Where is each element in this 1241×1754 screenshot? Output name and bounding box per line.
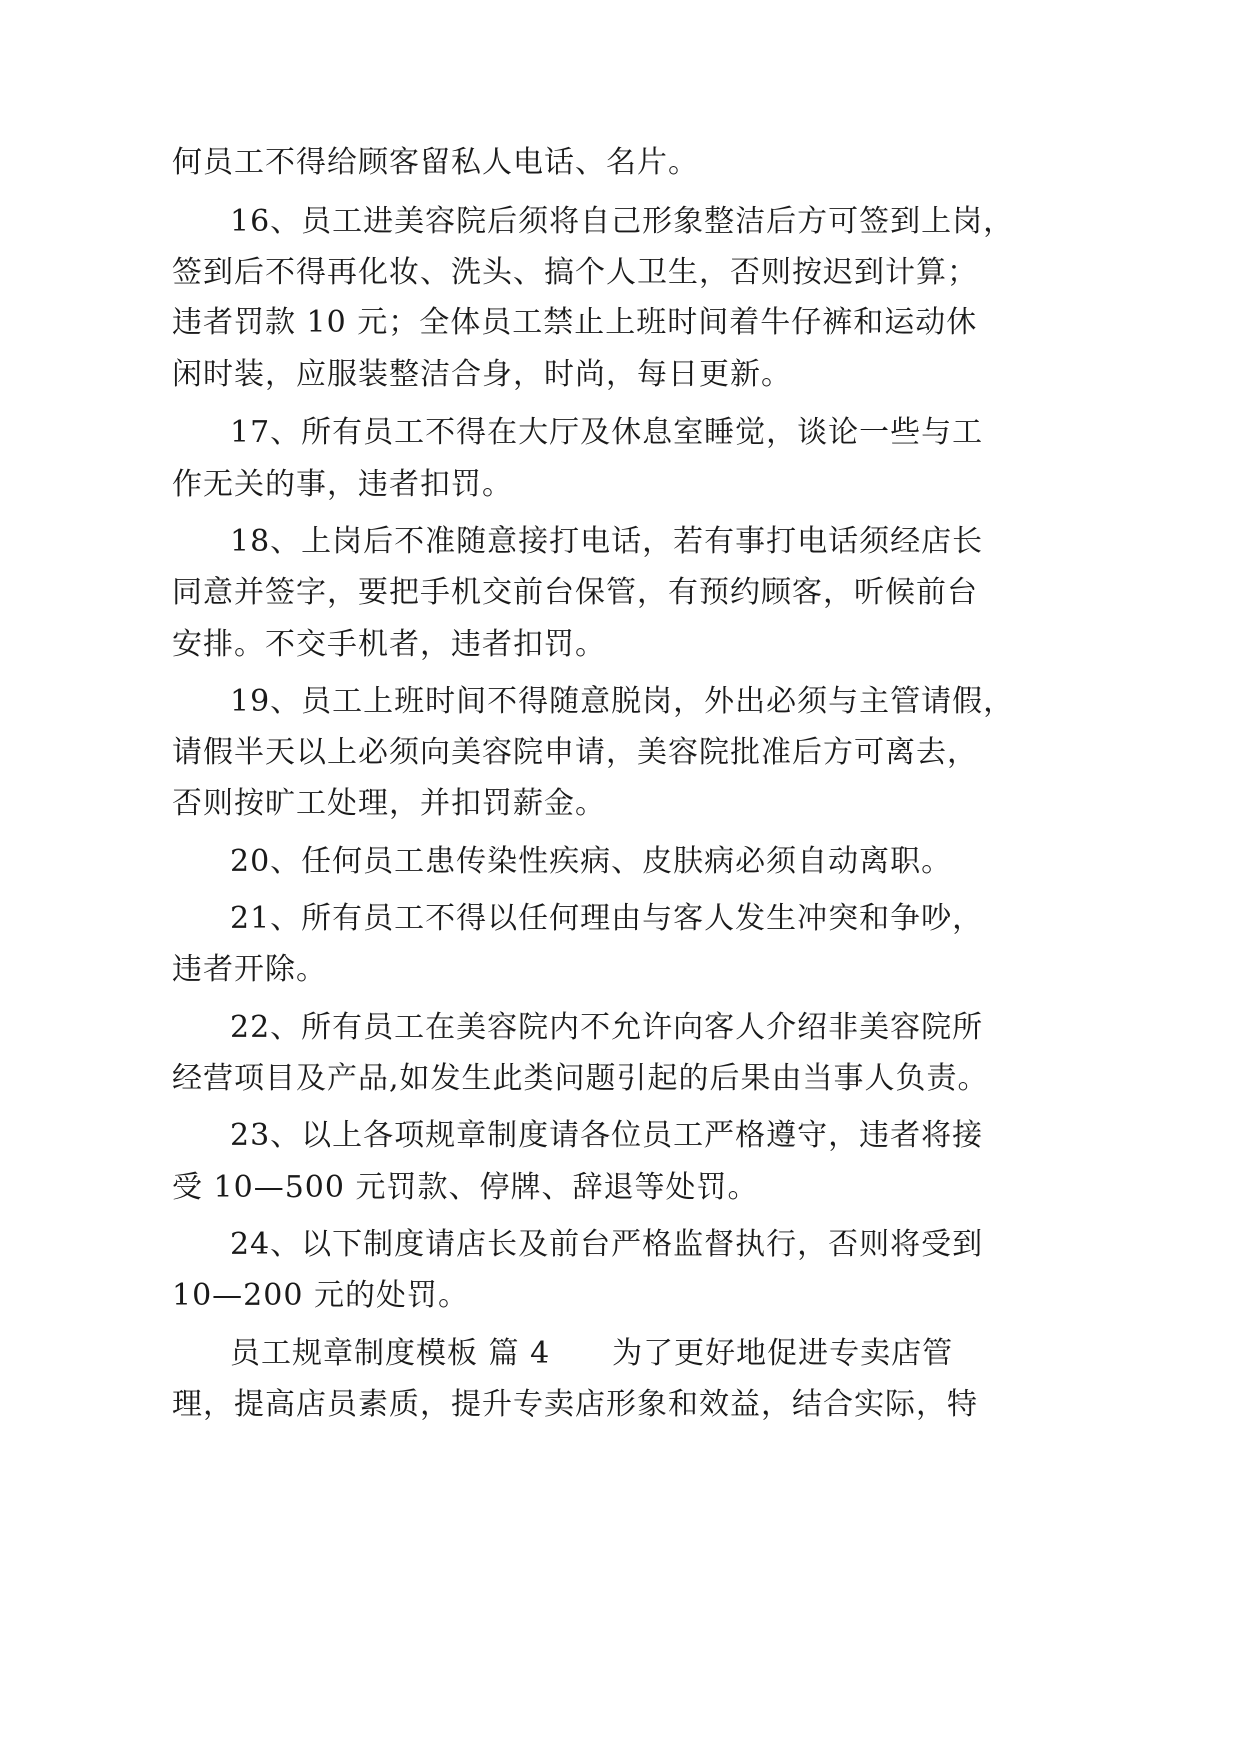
text-line: 员工规章制度模板 篇 4 为了更好地促进专卖店管 xyxy=(230,1336,954,1371)
text-line: 10—200 元的处罚。 xyxy=(172,1278,469,1313)
text-line: 理，提高店员素质，提升专卖店形象和效益，结合实际，特 xyxy=(172,1387,978,1422)
text-line: 20、任何员工患传染性疾病、皮肤病必须自动离职。 xyxy=(230,844,953,879)
text-line: 否则按旷工处理，并扣罚薪金。 xyxy=(172,786,606,821)
text-line: 违者罚款 10 元；全体员工禁止上班时间着牛仔裤和运动休 xyxy=(172,305,978,340)
text-line: 同意并签字，要把手机交前台保管，有预约顾客，听候前台 xyxy=(172,575,978,610)
text-line: 经营项目及产品,如发生此类问题引起的后果由当事人负责。 xyxy=(172,1061,989,1096)
text-line: 签到后不得再化妆、洗头、搞个人卫生，否则按迟到计算； xyxy=(172,255,978,290)
text-line: 22、所有员工在美容院内不允许向客人介绍非美容院所 xyxy=(230,1010,984,1045)
text-line: 24、以下制度请店长及前台严格监督执行，否则将受到 xyxy=(230,1227,984,1262)
text-line: 18、上岗后不准随意接打电话，若有事打电话须经店长 xyxy=(230,524,984,559)
text-line: 19、员工上班时间不得随意脱岗，外出必须与主管请假， xyxy=(230,684,1015,719)
text-line: 请假半天以上必须向美容院申请，美容院批准后方可离去， xyxy=(172,735,978,770)
text-line: 21、所有员工不得以任何理由与客人发生冲突和争吵， xyxy=(230,901,984,936)
text-line: 16、员工进美容院后须将自己形象整洁后方可签到上岗， xyxy=(230,204,1015,239)
text-line: 安排。不交手机者，违者扣罚。 xyxy=(172,627,606,662)
text-line: 闲时装，应服装整洁合身，时尚，每日更新。 xyxy=(172,357,792,392)
text-line: 何员工不得给顾客留私人电话、名片。 xyxy=(172,145,699,180)
text-line: 受 10—500 元罚款、停牌、辞退等处罚。 xyxy=(172,1170,759,1205)
text-line: 23、以上各项规章制度请各位员工严格遵守，违者将接 xyxy=(230,1118,984,1153)
text-line: 17、所有员工不得在大厅及休息室睡觉，谈论一些与工 xyxy=(230,415,984,450)
text-line: 作无关的事，违者扣罚。 xyxy=(172,467,513,502)
text-line: 违者开除。 xyxy=(172,952,327,987)
